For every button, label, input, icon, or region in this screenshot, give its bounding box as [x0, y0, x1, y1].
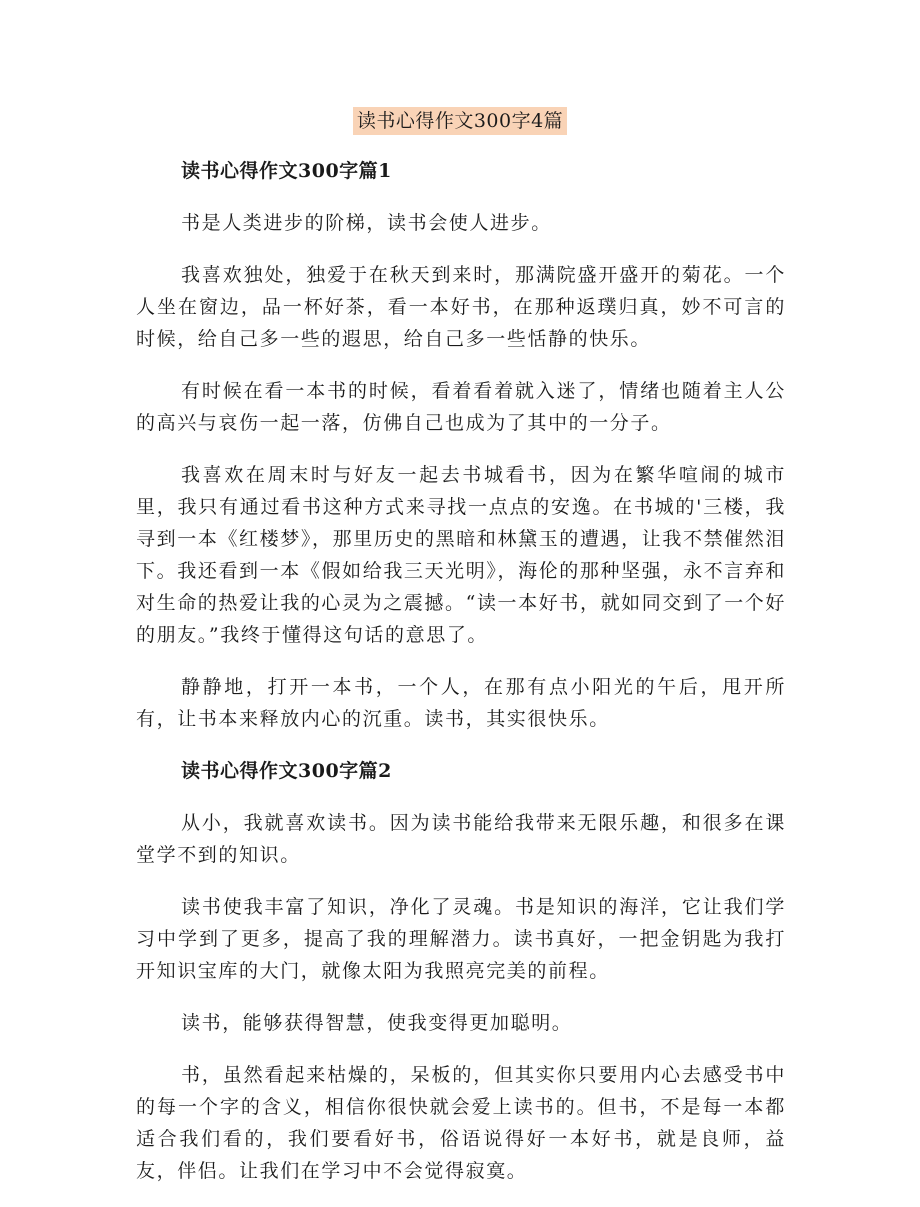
- document-body: [136, 155, 786, 1207]
- paragraph: 书是人类进步的阶梯，读书会使人进步。: [181, 212, 552, 234]
- paragraph: 我喜欢独处，独爱于在秋天到来时，那满院盛开盛开的菊花。一个人坐在窗边，品一杯好茶，看一本好书，在那种返璞归真，妙不可言的时候，给自己多一些的遐思，给自己多一些恬静的快乐。: [136, 264, 786, 350]
- title-container: [0, 107, 920, 135]
- paragraph: 从小，我就喜欢读书。因为读书能给我带来无限乐趣，和很多在课堂学不到的知识。: [136, 812, 786, 866]
- paragraph: 有时候在看一本书的时候，看着看着就入迷了，情绪也随着主人公的高兴与哀伤一起一落，仿佛自己也成为了其中的一分子。: [136, 380, 786, 434]
- paragraph: 我喜欢在周末时与好友一起去书城看书，因为在繁华喧闹的城市里，我只有通过看书这种方式来寻找一点点的安逸。在书城的'三楼，我寻到一本《红楼梦》，那里历史的黑暗和林黛玉的遭遇，让我不禁催然泪下。我还看到一本《假如给我三天光明》，海伦的那种坚强，永不言弃和对生命的热爱让我的心灵为之震撼。“读一本好书，就如同交到了一个好的朋友。”我终于懂得这句话的意思了。: [136, 464, 786, 646]
- paragraph: 读书，能够获得智慧，使我变得更加聪明。: [181, 1012, 573, 1034]
- section-2: [136, 755, 786, 1187]
- document-title: 读书心得作文300字4篇: [353, 107, 567, 135]
- section-1: [136, 155, 786, 735]
- paragraph: 读书使我丰富了知识，净化了灵魂。书是知识的海洋，它让我们学习中学到了更多，提高了我的理解潜力。读书真好，一把金钥匙为我打开知识宝库的大门，就像太阳为我照亮完美的前程。: [136, 896, 786, 982]
- section-heading: 读书心得作文300字篇2: [181, 760, 392, 782]
- paragraph: 书，虽然看起来枯燥的，呆板的，但其实你只要用内心去感受书中的每一个字的含义，相信你很快就会爱上读书的。但书，不是每一本都适合我们看的，我们要看好书，俗语说得好一本好书，就是良师，益友，伴侣。让我们在学习中不会觉得寂寞。: [136, 1064, 786, 1182]
- paragraph: 静静地，打开一本书，一个人，在那有点小阳光的午后，甩开所有，让书本来释放内心的沉重。读书，其实很快乐。: [136, 676, 786, 730]
- section-heading: 读书心得作文300字篇1: [181, 160, 392, 182]
